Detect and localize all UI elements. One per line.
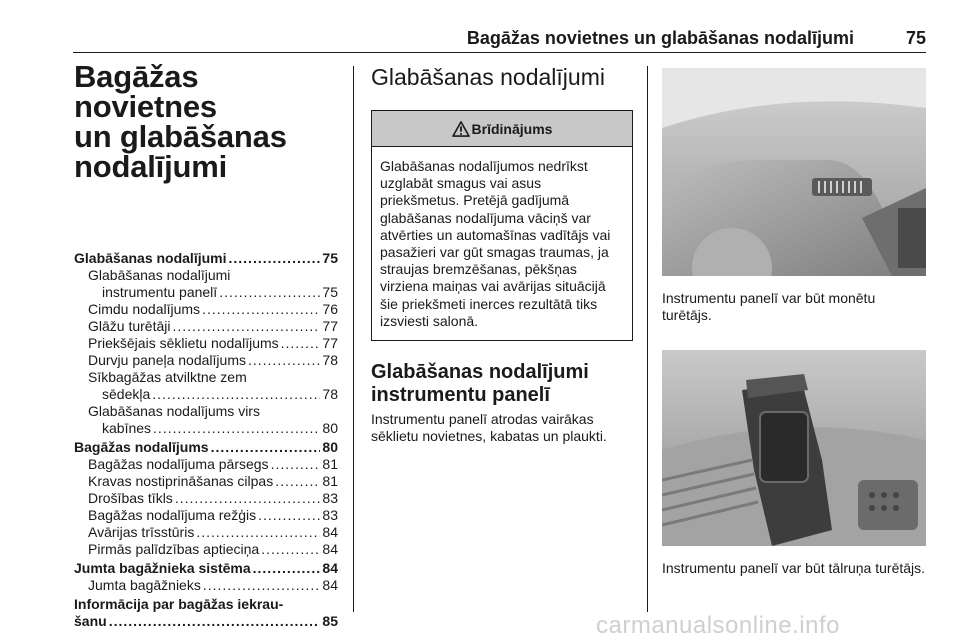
toc-page: 76 xyxy=(322,301,338,317)
toc-label: Durvju paneļa nodalījums xyxy=(88,352,246,368)
toc-label: Glabāšanas nodalījumi xyxy=(88,267,231,283)
toc-label: Drošības tīkls xyxy=(88,490,173,506)
toc-label: šanu xyxy=(74,613,107,629)
toc-label: Jumta bagāžnieka sistēma xyxy=(74,560,251,576)
toc-label: Glāžu turētāji xyxy=(88,318,171,334)
toc-section-link[interactable] xyxy=(74,439,338,456)
toc-item-link[interactable] xyxy=(74,352,338,369)
toc-label: Bagāžas nodalījuma režģis xyxy=(88,507,257,523)
toc-label: Sīkbagāžas atvilktne zem xyxy=(88,369,247,385)
toc-label: Bagāžas nodalījums xyxy=(74,439,209,455)
toc-page: 81 xyxy=(322,473,338,489)
warning-heading: Brīdinājums xyxy=(471,120,553,137)
toc-page: 83 xyxy=(322,507,338,523)
figure-caption: Instrumentu panelī var būt monētu turētājs. xyxy=(662,290,876,324)
toc-item-link[interactable] xyxy=(74,456,338,473)
toc-page: 80 xyxy=(322,420,338,436)
toc-item-link[interactable] xyxy=(74,301,338,318)
toc-item-link[interactable] xyxy=(74,403,338,437)
toc-item-link[interactable] xyxy=(74,473,338,490)
section-title: Glabāšanas nodalījumi xyxy=(371,64,605,90)
body-paragraph: Instrumentu panelī atrodas vairākas sēklietu novietnes, kabatas un plaukti. xyxy=(371,411,607,445)
toc-label: Priekšējais sēklietu nodalījums xyxy=(88,335,279,351)
running-head xyxy=(420,28,926,52)
table-of-contents xyxy=(74,250,338,630)
toc-label: Informācija par bagāžas iekrau- xyxy=(74,596,284,612)
toc-label: instrumentu panelī xyxy=(102,284,218,300)
toc-item-link[interactable] xyxy=(74,369,338,403)
chapter-title xyxy=(74,59,338,184)
toc-page: 84 xyxy=(322,577,338,593)
column-divider xyxy=(353,66,354,612)
toc-section-link[interactable] xyxy=(74,250,338,267)
warning-text: Glabāšanas nodalījumos nedrīkst uzglabāt smagus vai asus priekšmetus. Pretējā gadījumā glabāšanas nodalījuma vāciņš var atvērties un automašīnas vadītājs vai pasažieri var gūt smagas traumas, ja straujas bremzēšanas, pēkšņas virziena maiņas vai avārijas situācijā šie priekšmeti inerces rezultātā tiks izsviesti salonā. xyxy=(380,158,611,329)
chapter-title-line: Bagāžas novietnes xyxy=(74,59,217,124)
toc-page: 85 xyxy=(322,613,338,629)
chapter-title-line: nodalījumi xyxy=(74,149,228,184)
toc-section-link[interactable] xyxy=(74,596,338,630)
toc-page: 81 xyxy=(322,456,338,472)
toc-item-link[interactable] xyxy=(74,267,338,301)
toc-page: 77 xyxy=(322,318,338,334)
toc-item-link[interactable] xyxy=(74,507,338,524)
watermark: carmanualsonline.info xyxy=(596,612,840,639)
middle-column xyxy=(371,62,633,445)
toc-item-link[interactable] xyxy=(74,524,338,541)
toc-page: 80 xyxy=(322,439,338,455)
page-number: 75 xyxy=(905,28,926,48)
toc-label: Pirmās palīdzības aptieciņa xyxy=(88,541,260,557)
toc-item-link[interactable] xyxy=(74,577,338,594)
toc-label: kabīnes xyxy=(102,420,152,436)
toc-page: 78 xyxy=(322,386,338,402)
header-rule xyxy=(73,52,926,53)
toc-page: 84 xyxy=(322,541,338,557)
toc-item-link[interactable] xyxy=(74,541,338,558)
column-divider xyxy=(647,66,648,612)
toc-label: Avārijas trīsstūris xyxy=(88,524,195,540)
toc-page: 75 xyxy=(322,284,338,300)
figure-caption: Instrumentu panelī var būt tālruņa turētājs. xyxy=(662,560,926,577)
toc-label: Cimdu nodalījums xyxy=(88,301,201,317)
toc-page: 84 xyxy=(322,560,338,576)
warning-header xyxy=(372,111,632,147)
toc-page: 77 xyxy=(322,335,338,351)
toc-item-link[interactable] xyxy=(74,490,338,507)
chapter-title-line: un glabāšanas xyxy=(74,119,287,154)
toc-label: Kravas nostiprināšanas cilpas xyxy=(88,473,274,489)
warning-box xyxy=(371,110,633,341)
toc-label: Glabāšanas nodalījumi xyxy=(74,250,227,266)
left-column xyxy=(74,59,338,630)
toc-page: 78 xyxy=(322,352,338,368)
subsection-title: Glabāšanas nodalījumi instrumentu panelī xyxy=(371,361,589,407)
right-column xyxy=(662,62,926,578)
toc-label: Bagāžas nodalījuma pārsegs xyxy=(88,456,269,472)
toc-label: Jumta bagāžnieks xyxy=(88,577,201,593)
toc-section-link[interactable] xyxy=(74,560,338,577)
toc-item-link[interactable] xyxy=(74,318,338,335)
warning-triangle-icon xyxy=(452,121,470,137)
toc-label: Glabāšanas nodalījums virs xyxy=(88,403,260,419)
toc-label: sēdekļa xyxy=(102,386,151,402)
toc-item-link[interactable] xyxy=(74,335,338,352)
coin-holder-photo xyxy=(662,68,926,276)
running-head-title: Bagāžas novietnes un glabāšanas nodalījumi xyxy=(466,28,854,48)
toc-page: 75 xyxy=(322,250,338,266)
toc-page: 84 xyxy=(322,524,338,540)
toc-page: 83 xyxy=(322,490,338,506)
phone-holder-photo xyxy=(662,350,926,546)
